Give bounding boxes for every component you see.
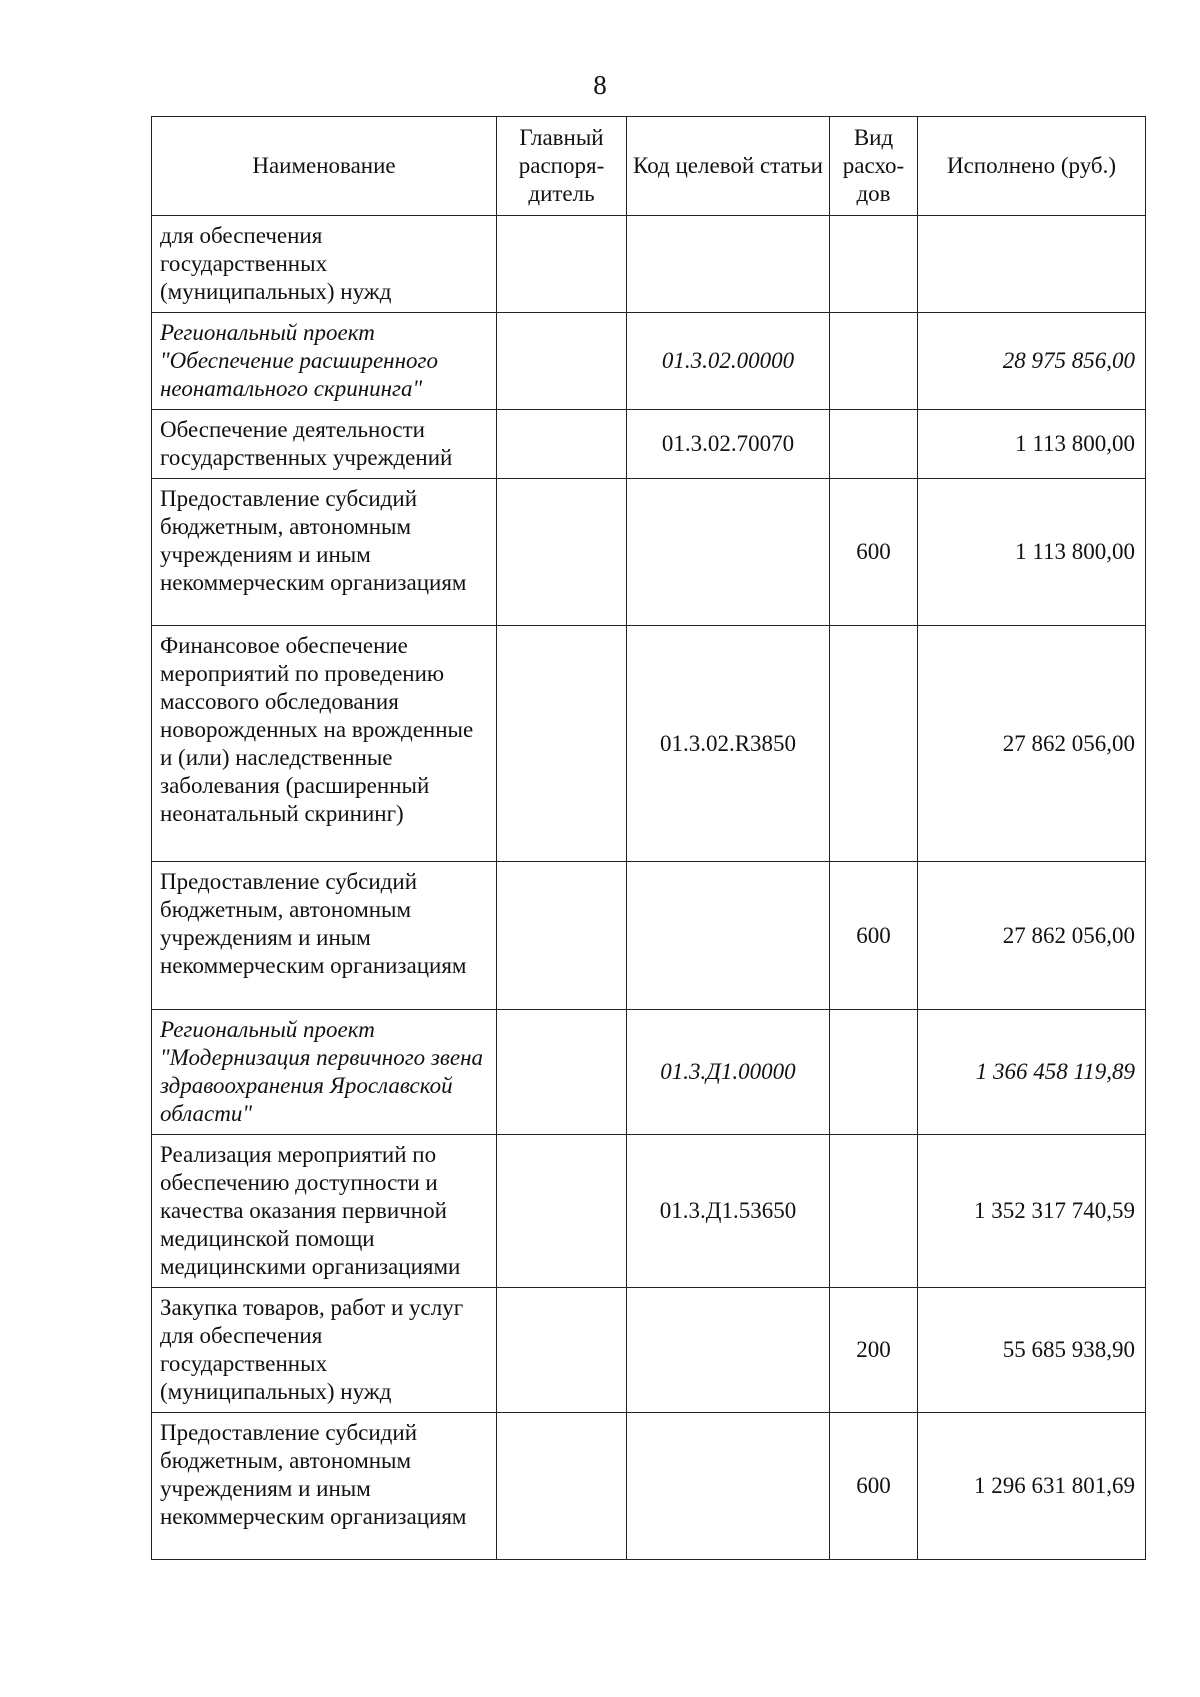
row-target-code (627, 216, 830, 313)
header-expense-type: Вид расхо-дов (830, 117, 918, 216)
row-name: для обеспечения государственных (муниципальных) нужд (152, 216, 497, 313)
row-target-code (627, 1288, 830, 1413)
table-row (152, 313, 1146, 410)
row-expense-type: 600 (830, 479, 918, 626)
row-executed: 1 113 800,00 (918, 410, 1146, 479)
row-executed: 27 862 056,00 (918, 862, 1146, 1010)
row-executed: 55 685 938,90 (918, 1288, 1146, 1413)
row-expense-type: 600 (830, 1413, 918, 1560)
row-target-code: 01.3.Д1.53650 (627, 1135, 830, 1288)
row-expense-type (830, 410, 918, 479)
row-executed: 28 975 856,00 (918, 313, 1146, 410)
table-row (152, 1010, 1146, 1135)
row-target-code: 01.3.02.70070 (627, 410, 830, 479)
row-executed: 1 366 458 119,89 (918, 1010, 1146, 1135)
row-main-manager (497, 1010, 627, 1135)
row-expense-type: 600 (830, 862, 918, 1010)
row-name: Региональный проект "Модернизация первичного звена здравоохранения Ярославской области" (152, 1010, 497, 1135)
table-row (152, 216, 1146, 313)
row-target-code (627, 862, 830, 1010)
row-executed: 1 352 317 740,59 (918, 1135, 1146, 1288)
table-row (152, 1135, 1146, 1288)
row-name: Предоставление субсидий бюджетным, автономным учреждениям и иным некоммерческим организациям (152, 862, 497, 1010)
page-number: 8 (593, 70, 607, 100)
row-main-manager (497, 626, 627, 862)
row-expense-type (830, 1135, 918, 1288)
row-main-manager (497, 1288, 627, 1413)
row-name: Финансовое обеспечение мероприятий по проведению массового обследования новорожденных на врожденные и (или) наследственные заболевания (расширенный неонатальный скрининг) (152, 626, 497, 862)
row-main-manager (497, 410, 627, 479)
budget-execution-table (151, 116, 1146, 1560)
table-row (152, 862, 1146, 1010)
table-row (152, 1288, 1146, 1413)
row-main-manager (497, 216, 627, 313)
budget-table-wrapper (151, 116, 1145, 1560)
header-row (152, 117, 1146, 216)
header-main-manager: Главный распоря-дитель (497, 117, 627, 216)
row-name: Предоставление субсидий бюджетным, автономным учреждениям и иным некоммерческим организациям (152, 479, 497, 626)
row-main-manager (497, 1135, 627, 1288)
table-row (152, 479, 1146, 626)
table-header (152, 117, 1146, 216)
row-target-code (627, 1413, 830, 1560)
row-name: Реализация мероприятий по обеспечению доступности и качества оказания первичной медицинской помощи медицинскими организациями (152, 1135, 497, 1288)
table-row (152, 410, 1146, 479)
row-main-manager (497, 1413, 627, 1560)
row-expense-type: 200 (830, 1288, 918, 1413)
row-expense-type (830, 216, 918, 313)
row-name: Региональный проект "Обеспечение расширенного неонатального скрининга" (152, 313, 497, 410)
row-target-code: 01.3.02.R3850 (627, 626, 830, 862)
row-expense-type (830, 1010, 918, 1135)
row-expense-type (830, 313, 918, 410)
row-expense-type (830, 626, 918, 862)
row-executed (918, 216, 1146, 313)
row-name: Обеспечение деятельности государственных учреждений (152, 410, 497, 479)
header-name: Наименование (152, 117, 497, 216)
row-target-code (627, 479, 830, 626)
row-name: Закупка товаров, работ и услуг для обеспечения государственных (муниципальных) нужд (152, 1288, 497, 1413)
row-executed: 27 862 056,00 (918, 626, 1146, 862)
row-executed: 1 113 800,00 (918, 479, 1146, 626)
row-name: Предоставление субсидий бюджетным, автономным учреждениям и иным некоммерческим организациям (152, 1413, 497, 1560)
row-main-manager (497, 479, 627, 626)
row-main-manager (497, 313, 627, 410)
table-row (152, 626, 1146, 862)
row-main-manager (497, 862, 627, 1010)
row-target-code: 01.3.Д1.00000 (627, 1010, 830, 1135)
row-executed: 1 296 631 801,69 (918, 1413, 1146, 1560)
header-target-code: Код целевой статьи (627, 117, 830, 216)
row-target-code: 01.3.02.00000 (627, 313, 830, 410)
table-body (152, 216, 1146, 1560)
table-row (152, 1413, 1146, 1560)
header-executed: Исполнено (руб.) (918, 117, 1146, 216)
